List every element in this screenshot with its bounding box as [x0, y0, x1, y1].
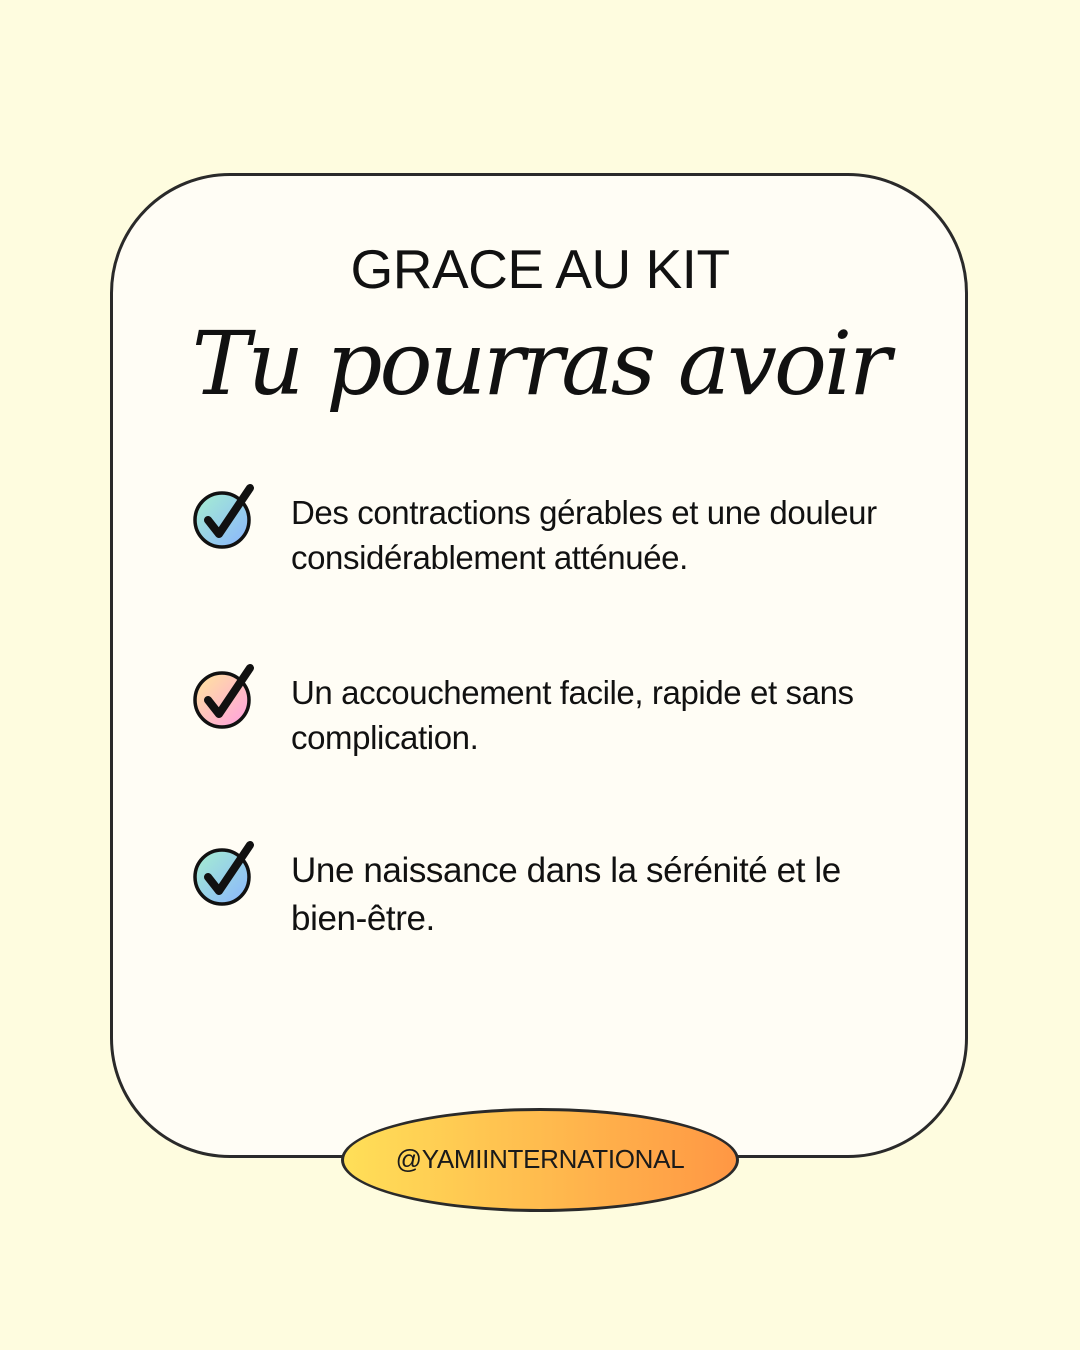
check-circle-icon [192, 482, 258, 554]
kicker-title: GRACE AU KIT [350, 238, 730, 300]
page-headline: Tu pourras avoir [191, 312, 889, 415]
benefit-text: Une naissance dans la sérénité et le bien-être. [291, 851, 841, 938]
check-circle-icon [192, 839, 258, 911]
benefit-item [192, 490, 892, 600]
benefit-text: Des contractions gérables et une douleur considérablement atténuée. [291, 494, 877, 576]
social-handle-badge[interactable] [341, 1108, 739, 1212]
benefit-item [192, 847, 892, 957]
check-circle-icon [192, 662, 258, 734]
benefit-item [192, 670, 892, 780]
social-handle-text: @YAMIINTERNATIONAL [395, 1144, 685, 1174]
benefit-text: Un accouchement facile, rapide et sans complication. [291, 674, 854, 756]
